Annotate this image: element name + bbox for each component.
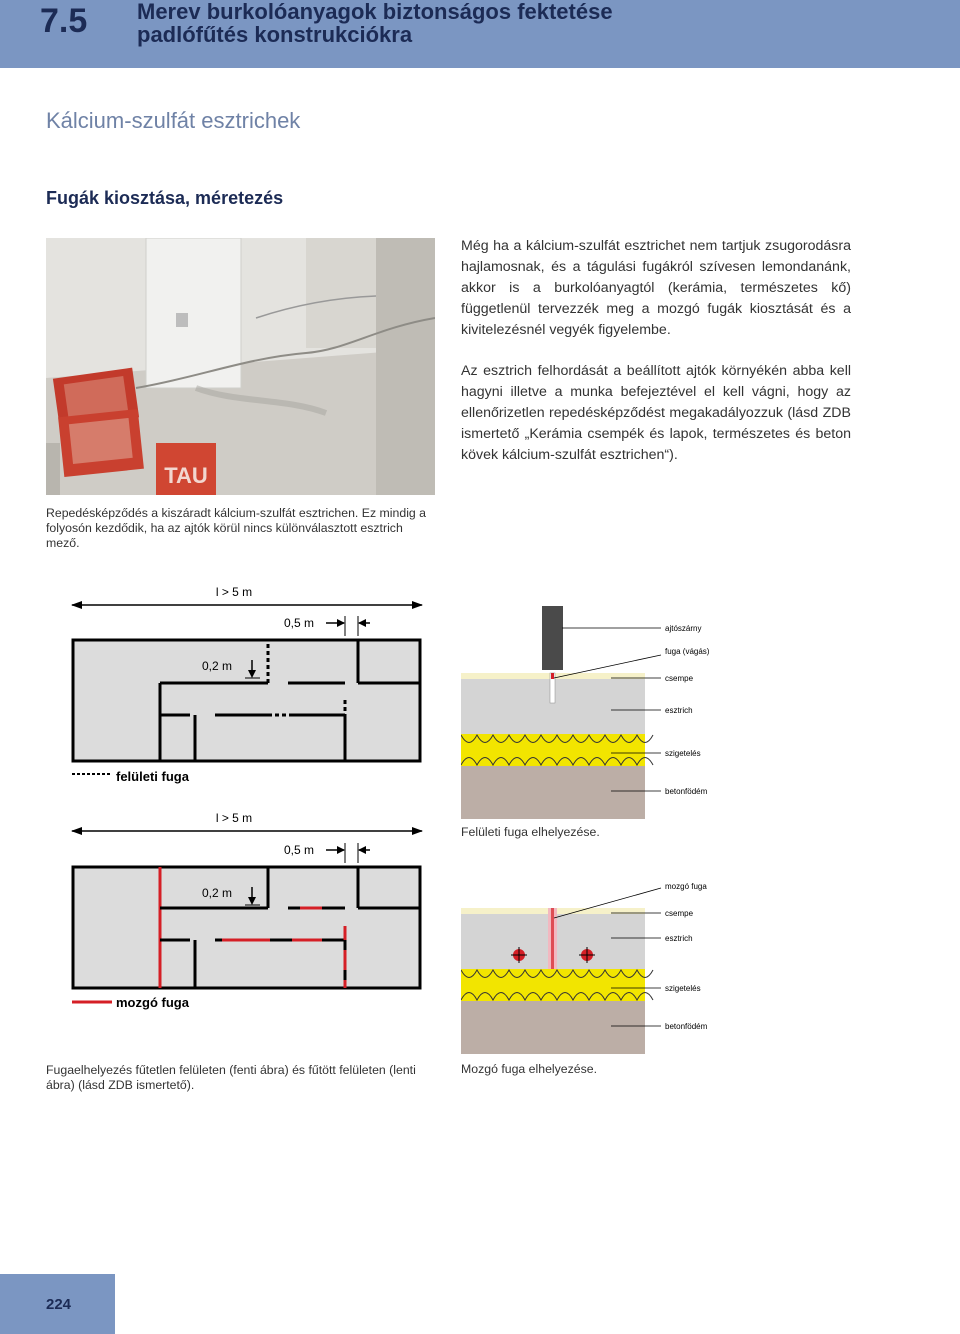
label-door-leaf: ajtószárny [665, 624, 702, 633]
section-top-caption: Felületi fuga elhelyezése. [461, 825, 600, 839]
plan-bottom-dim-door: 0,5 m [283, 843, 315, 857]
plans-caption: Fugaelhelyezés fűtetlen felületen (fenti ábra) és fűtött felületen (lenti ábra) (lásd ZDB ismertető). [46, 1063, 416, 1092]
tile-box-label: TAU [164, 463, 208, 488]
chapter-title [137, 0, 613, 46]
label-insulation: szigetelés [665, 749, 701, 758]
label-screed-2: esztrich [665, 934, 693, 943]
chapter-title-line2: padlófűtés konstrukciókra [137, 22, 413, 47]
plan-top-legend: felületi fuga [116, 769, 189, 784]
label-insulation-2: szigetelés [665, 984, 701, 993]
plan-bottom-legend: mozgó fuga [116, 995, 189, 1010]
page-number: 224 [46, 1296, 72, 1313]
label-tile: csempe [665, 674, 694, 683]
photo-caption: Repedésképződés a kiszáradt kálcium-szulfát esztrichen. Ez mindig a folyosón kezdődik, ha az ajtók körül nincs különválasztott esztrich mező. [46, 506, 427, 550]
chapter-number: 7.5 [40, 2, 88, 40]
plan-top-dim-gap: 0,2 m [201, 659, 233, 673]
subsection-title: Fugák kiosztása, méretezés [46, 188, 284, 208]
intro-paragraph: Még ha a kálcium-szulfát esztrichet nem tartjuk zsugorodásra hajlamosnak, és a tágulási fugákról szívesen lemondanánk, akkor is a burkolóanyagtól (kerámia, természetes kő) függetlenül tervezzék meg a mozgó fugák kiosztását és a kivitelezésnél vegyék figyelembe. [461, 238, 851, 338]
page-number-box [0, 1274, 115, 1334]
label-tile-2: csempe [665, 909, 694, 918]
label-concrete-2: betonfödém [665, 1022, 708, 1031]
label-screed: esztrich [665, 706, 693, 715]
screed-paragraph: Az esztrich felhordását a beállított ajtók környékén abba kell hagyni illetve a munka befejeztével el kell vágni, hogy az ellenőrizetlen repedésképződést megakadályozzuk (lásd ZDB ismertető „Kerámia csempék és lapok, természetes és beton kövek kálcium-szulfát esztrichen“). [461, 363, 851, 463]
section-bottom-caption: Mozgó fuga elhelyezése. [461, 1062, 598, 1076]
plan-bottom-dim-total: l > 5 m [215, 811, 253, 825]
section-title: Kálcium-szulfát esztrichek [46, 108, 301, 133]
plan-bottom-dim-gap: 0,2 m [201, 886, 233, 900]
plan-top-dim-total: l > 5 m [215, 585, 253, 599]
section-movement-joint [461, 878, 721, 1058]
chapter-number-box [0, 0, 130, 68]
crack-photo [46, 238, 435, 495]
plan-top-dim-door: 0,5 m [283, 616, 315, 630]
label-concrete: betonfödém [665, 787, 708, 796]
floor-plan-heated [60, 806, 440, 1021]
label-movement-joint: mozgó fuga [665, 882, 707, 891]
section-surface-joint [461, 605, 721, 820]
chapter-title-line1: Merev burkolóanyagok biztonságos fektetése [137, 0, 613, 24]
floor-plan-unheated [60, 578, 440, 798]
label-joint-cut: fuga (vágás) [665, 647, 710, 656]
